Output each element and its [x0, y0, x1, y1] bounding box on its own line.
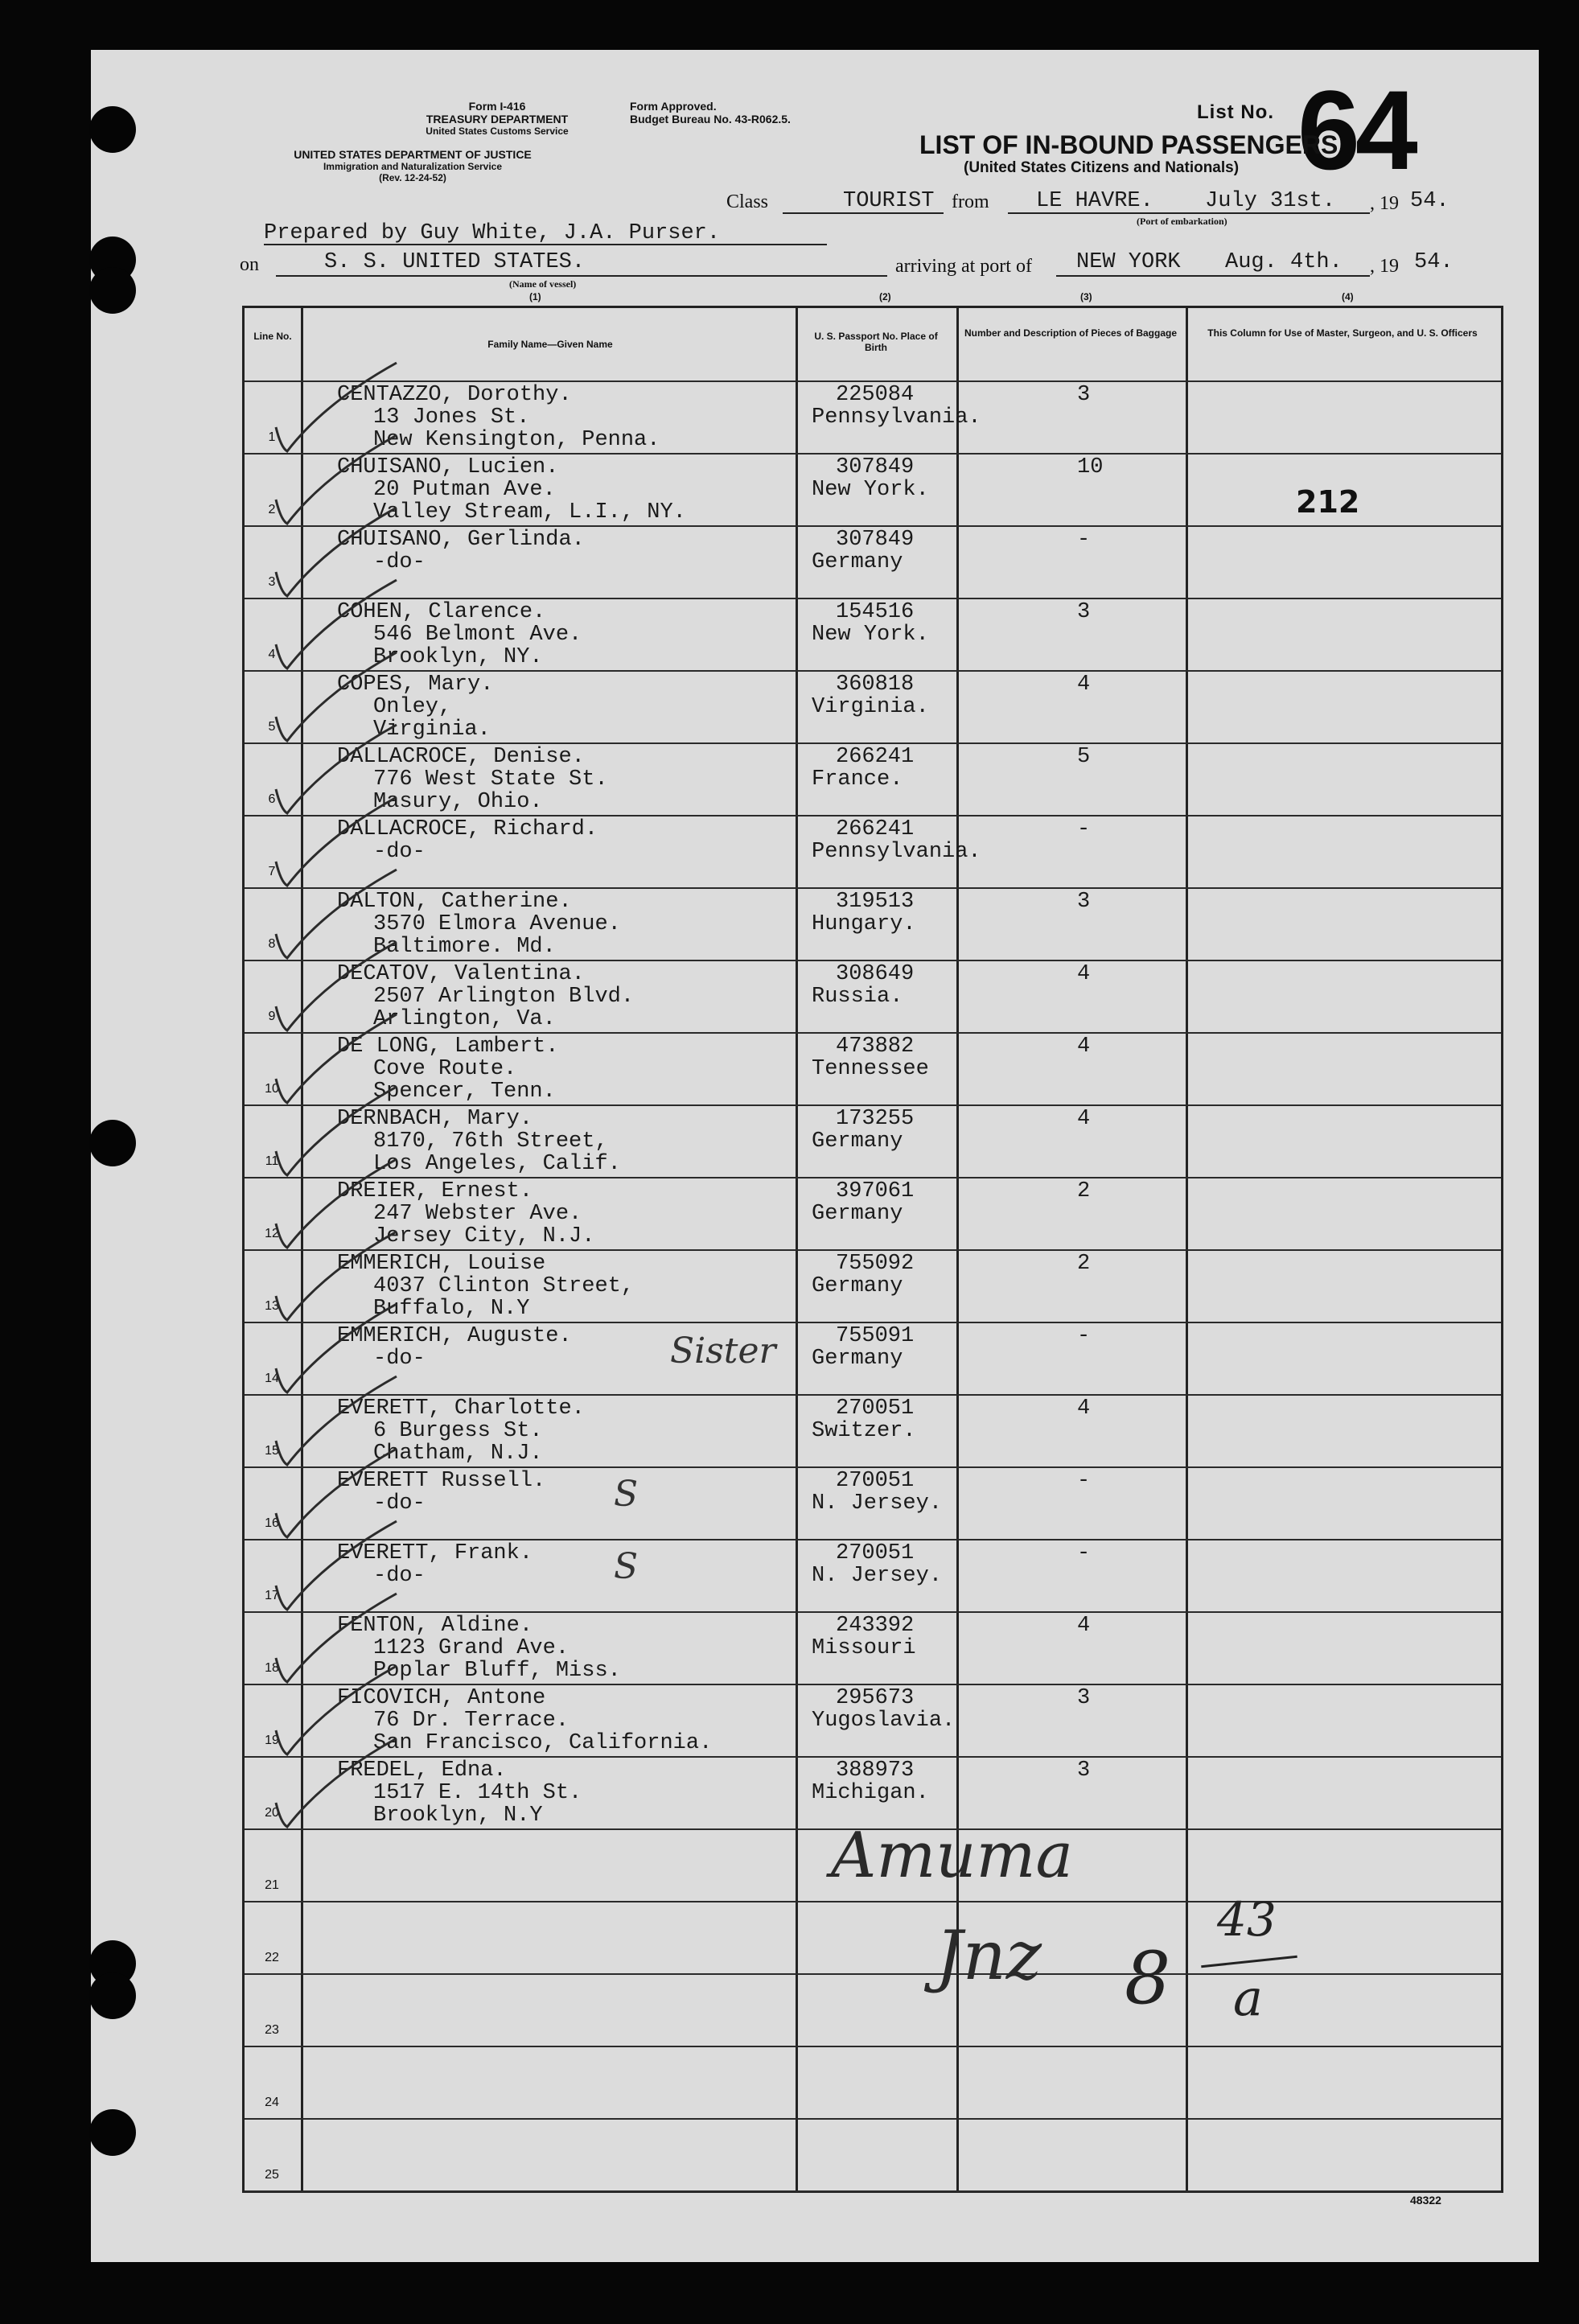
line-number: 11 [265, 1154, 279, 1168]
check-mark [276, 508, 397, 596]
s-note-1: S [614, 1474, 639, 1515]
passenger-name: FENTON, Aldine. [337, 1614, 533, 1638]
line-number: 17 [265, 1589, 279, 1602]
line-number: 20 [265, 1806, 279, 1820]
passenger-name: EVERETT Russell. [337, 1469, 546, 1493]
line-number: 16 [265, 1516, 279, 1530]
passenger-address-1: 3570 Elmora Avenue. [373, 912, 621, 936]
baggage-count: 4 [1077, 1107, 1091, 1131]
col-header-line-no: Line No. [253, 331, 292, 342]
passenger-name: EVERETT, Charlotte. [337, 1396, 585, 1421]
passenger-address-2: Masury, Ohio. [373, 790, 543, 814]
passenger-name: CENTAZZO, Dorothy. [337, 383, 572, 407]
passport-number: 243392 [836, 1614, 915, 1638]
check-mark [276, 652, 397, 741]
passenger-name: EMMERICH, Auguste. [337, 1324, 572, 1348]
col-num-1: (1) [529, 291, 541, 302]
passport-number: 307849 [836, 455, 915, 479]
passenger-address-1: -do- [373, 1564, 426, 1588]
passenger-address-1: Cove Route. [373, 1057, 517, 1081]
passenger-name: COHEN, Clarence. [337, 600, 546, 624]
place-of-birth: France. [812, 767, 903, 792]
fraction-bottom: a [1233, 1968, 1263, 2027]
baggage-count: - [1077, 1324, 1091, 1348]
passenger-address-1: 1123 Grand Ave. [373, 1636, 570, 1660]
place-of-birth: Virginia. [812, 695, 929, 719]
passenger-address-2: Virginia. [373, 718, 491, 742]
col-num-4: (4) [1342, 291, 1354, 302]
passenger-address-2: Valley Stream, L.I., NY. [373, 500, 686, 524]
place-of-birth: Missouri [812, 1636, 916, 1660]
place-of-birth: Switzer. [812, 1419, 916, 1443]
passport-number: 755091 [836, 1324, 915, 1348]
line-number: 14 [265, 1372, 279, 1385]
baggage-count: 10 [1077, 455, 1104, 479]
line-number: 8 [268, 937, 276, 951]
line-number: 5 [268, 720, 276, 734]
passport-number: 270051 [836, 1396, 915, 1421]
line-number: 15 [265, 1444, 279, 1458]
line-number: 19 [265, 1734, 279, 1747]
passport-number: 266241 [836, 745, 915, 769]
baggage-count: 2 [1077, 1252, 1091, 1276]
passport-number: 397061 [836, 1179, 915, 1203]
place-of-birth: Hungary. [812, 912, 916, 936]
baggage-count: - [1077, 1469, 1091, 1493]
passenger-name: DE LONG, Lambert. [337, 1034, 559, 1059]
passenger-address-1: 20 Putman Ave. [373, 478, 556, 502]
passenger-address-2: Poplar Bluff, Miss. [373, 1659, 621, 1683]
passenger-address-1: -do- [373, 840, 426, 864]
passport-number: 270051 [836, 1469, 915, 1493]
passenger-name: EMMERICH, Louise [337, 1252, 546, 1276]
baggage-count: 3 [1077, 600, 1091, 624]
vessel-name: S. S. UNITED STATES. [324, 250, 586, 274]
col-num-3: (3) [1080, 291, 1092, 302]
sister-note: Sister [670, 1331, 776, 1372]
passenger-address-1: 13 Jones St. [373, 405, 530, 430]
passport-number: 473882 [836, 1034, 915, 1059]
passenger-address-1: -do- [373, 1347, 426, 1371]
fraction-top: 43 [1217, 1892, 1277, 1947]
check-mark [276, 1014, 397, 1103]
check-mark [276, 1449, 397, 1537]
line-number: 3 [268, 575, 276, 589]
passenger-name: COPES, Mary. [337, 673, 494, 697]
passenger-address-1: 247 Webster Ave. [373, 1202, 582, 1226]
embark-date: July 31st. [1205, 189, 1336, 213]
passenger-address-2: Chatham, N.J. [373, 1442, 543, 1466]
check-mark [276, 1232, 397, 1320]
passport-number: 295673 [836, 1686, 915, 1710]
form-approved: Form Approved. [630, 100, 717, 113]
col-header-name: Family Name—Given Name [487, 339, 613, 350]
year-prefix: , 19 [1370, 193, 1399, 214]
arrival-year-prefix: , 19 [1370, 256, 1399, 277]
check-mark [276, 1594, 397, 1682]
passenger-name: CHUISANO, Gerlinda. [337, 528, 585, 552]
line-number: 21 [265, 1878, 279, 1892]
passenger-address-1: 8170, 76th Street, [373, 1129, 608, 1154]
passenger-name: DALLACROCE, Richard. [337, 817, 598, 841]
page-title: LIST OF IN-BOUND PASSENGERS [919, 130, 1338, 159]
check-mark [276, 942, 397, 1030]
passport-number: 308649 [836, 962, 915, 986]
passenger-address-2: Brooklyn, NY. [373, 645, 543, 669]
line-number: 23 [265, 2023, 279, 2037]
passenger-address-2: Arlington, Va. [373, 1007, 556, 1031]
line-number: 13 [265, 1299, 279, 1313]
check-mark [276, 1666, 397, 1754]
passenger-address-1: 4037 Clinton Street, [373, 1274, 635, 1298]
passport-number: 755092 [836, 1252, 915, 1276]
line-number: 1 [268, 430, 276, 444]
form-number: Form I-416 [468, 100, 526, 113]
baggage-count: 3 [1077, 890, 1091, 914]
col-header-baggage: Number and Description of Pieces of Baggage [964, 327, 1178, 339]
place-of-birth: Russia. [812, 985, 903, 1009]
check-mark [276, 1376, 397, 1465]
passenger-name: FREDEL, Edna. [337, 1758, 507, 1783]
line-number: 22 [265, 1951, 279, 1964]
baggage-count: - [1077, 528, 1091, 552]
signature: Amuma [831, 1820, 1073, 1892]
baggage-count: 3 [1077, 383, 1091, 407]
place-of-birth: New York. [812, 623, 929, 647]
list-no-label: List No. [1197, 101, 1274, 123]
baggage-count: 4 [1077, 1396, 1091, 1421]
check-mark [276, 1159, 397, 1248]
passenger-name: CHUISANO, Lucien. [337, 455, 559, 479]
check-mark [276, 725, 397, 813]
passenger-address-1: 76 Dr. Terrace. [373, 1709, 570, 1733]
baggage-count: - [1077, 817, 1091, 841]
passenger-address-2: Spencer, Tenn. [373, 1080, 556, 1104]
line-number: 9 [268, 1010, 276, 1023]
passport-number: 225084 [836, 383, 915, 407]
passenger-name: DREIER, Ernest. [337, 1179, 533, 1203]
line-number: 10 [265, 1082, 279, 1096]
class-label: Class [726, 191, 769, 212]
place-of-birth: N. Jersey. [812, 1491, 943, 1516]
passenger-address-2: San Francisco, California. [373, 1731, 713, 1755]
check-mark [276, 1738, 397, 1827]
s-note-2: S [614, 1546, 639, 1587]
prepared-by: Prepared by Guy White, J.A. Purser. [264, 221, 721, 245]
col-num-2: (2) [879, 291, 891, 302]
passenger-address-1: -do- [373, 1491, 426, 1516]
baggage-count: 4 [1077, 673, 1091, 697]
place-of-birth: Germany [812, 550, 903, 574]
budget-bureau: Budget Bureau No. 43-R062.5. [630, 113, 791, 125]
place-of-birth: Yugoslavia. [812, 1709, 956, 1733]
passenger-address-1: 2507 Arlington Blvd. [373, 985, 635, 1009]
place-of-birth: Pennsylvania. [812, 405, 981, 430]
passenger-address-2: Los Angeles, Calif. [373, 1152, 621, 1176]
passport-number: 173255 [836, 1107, 915, 1131]
passport-number: 319513 [836, 890, 915, 914]
line-number: 24 [265, 2096, 279, 2109]
passenger-address-2: New Kensington, Penna. [373, 428, 660, 452]
arrival-port: NEW YORK [1076, 250, 1181, 274]
footer-code: 48322 [1410, 2194, 1441, 2207]
col-header-officers: This Column for Use of Master, Surgeon, and U. S. Officers [1207, 327, 1478, 339]
page-subtitle: (United States Citizens and Nationals) [964, 159, 1240, 176]
passport-number: 154516 [836, 600, 915, 624]
passenger-address-2: Buffalo, N.Y [373, 1297, 530, 1321]
passenger-address-2: Brooklyn, N.Y [373, 1804, 543, 1828]
place-of-birth: N. Jersey. [812, 1564, 943, 1588]
baggage-count: 5 [1077, 745, 1091, 769]
justice-dept: UNITED STATES DEPARTMENT OF JUSTICE [294, 148, 532, 161]
passport-number: 388973 [836, 1758, 915, 1783]
passenger-address-1: 546 Belmont Ave. [373, 623, 582, 647]
arriving-label: arriving at port of [895, 256, 1032, 277]
vessel-note: (Name of vessel) [509, 278, 577, 290]
baggage-count: - [1077, 1541, 1091, 1565]
passenger-name: EVERETT, Frank. [337, 1541, 533, 1565]
baggage-count: 3 [1077, 1686, 1091, 1710]
embark-port: LE HAVRE. [1036, 189, 1153, 213]
embark-year: 54. [1410, 189, 1449, 213]
ins-service: Immigration and Naturalization Service [323, 161, 503, 172]
passenger-address-2: Jersey City, N.J. [373, 1224, 595, 1248]
check-mark [276, 363, 397, 451]
line-number: 6 [268, 792, 276, 806]
passport-number: 307849 [836, 528, 915, 552]
baggage-count: 4 [1077, 1034, 1091, 1059]
arrival-date: Aug. 4th. [1225, 250, 1343, 274]
line-number: 4 [268, 648, 276, 661]
officer-mark: 212 [1296, 484, 1360, 520]
big-number: 8 [1125, 1936, 1171, 2021]
passenger-address-1: Onley, [373, 695, 452, 719]
place-of-birth: Germany [812, 1347, 903, 1371]
line-number: 18 [265, 1661, 279, 1675]
revision: (Rev. 12-24-52) [379, 172, 446, 183]
place-of-birth: Tennessee [812, 1057, 929, 1081]
place-of-birth: Pennsylvania. [812, 840, 981, 864]
passenger-address-2: Baltimore. Md. [373, 935, 556, 959]
baggage-count: 2 [1077, 1179, 1091, 1203]
passenger-address-1: 1517 E. 14th St. [373, 1781, 582, 1805]
place-of-birth: Germany [812, 1202, 903, 1226]
place-of-birth: Michigan. [812, 1781, 929, 1805]
treasury-dept: TREASURY DEPARTMENT [426, 113, 569, 125]
check-mark [276, 1521, 397, 1610]
place-of-birth: Germany [812, 1129, 903, 1154]
on-label: on [240, 254, 259, 275]
line-number: 7 [268, 865, 276, 878]
baggage-count: 3 [1077, 1758, 1091, 1783]
check-mark [276, 580, 397, 668]
from-label: from [952, 191, 989, 212]
line-number: 25 [265, 2168, 279, 2182]
port-note: (Port of embarkation) [1137, 216, 1227, 227]
passport-number: 360818 [836, 673, 915, 697]
passenger-name: FICOVICH, Antone [337, 1686, 546, 1710]
place-of-birth: Germany [812, 1274, 903, 1298]
check-mark [276, 1304, 397, 1392]
baggage-count: 4 [1077, 1614, 1091, 1638]
baggage-count: 4 [1077, 962, 1091, 986]
check-mark [276, 797, 397, 886]
list-no-value: 64 [1297, 67, 1413, 193]
customs-service: United States Customs Service [426, 125, 569, 137]
passenger-address-1: 776 West State St. [373, 767, 608, 792]
manifest-sheet [91, 50, 1539, 2262]
passport-number: 270051 [836, 1541, 915, 1565]
passenger-address-1: -do- [373, 550, 426, 574]
passenger-name: DALTON, Catherine. [337, 890, 572, 914]
check-marks [91, 50, 1539, 2262]
arrival-year: 54. [1414, 250, 1454, 274]
check-mark [276, 1087, 397, 1175]
check-mark [276, 870, 397, 958]
passenger-address-1: 6 Burgess St. [373, 1419, 543, 1443]
passenger-name: DALLACROCE, Denise. [337, 745, 585, 769]
passport-number: 266241 [836, 817, 915, 841]
line-number: 2 [268, 503, 276, 516]
col-header-passport: U. S. Passport No. Place of Birth [814, 331, 938, 353]
line-number: 12 [265, 1227, 279, 1240]
class-value: TOURIST [843, 189, 935, 213]
passenger-name: DERNBACH, Mary. [337, 1107, 533, 1131]
passenger-name: DECATOV, Valentina. [337, 962, 585, 986]
signature-2: Jnz [935, 1916, 1042, 1995]
check-mark [276, 435, 397, 524]
place-of-birth: New York. [812, 478, 929, 502]
